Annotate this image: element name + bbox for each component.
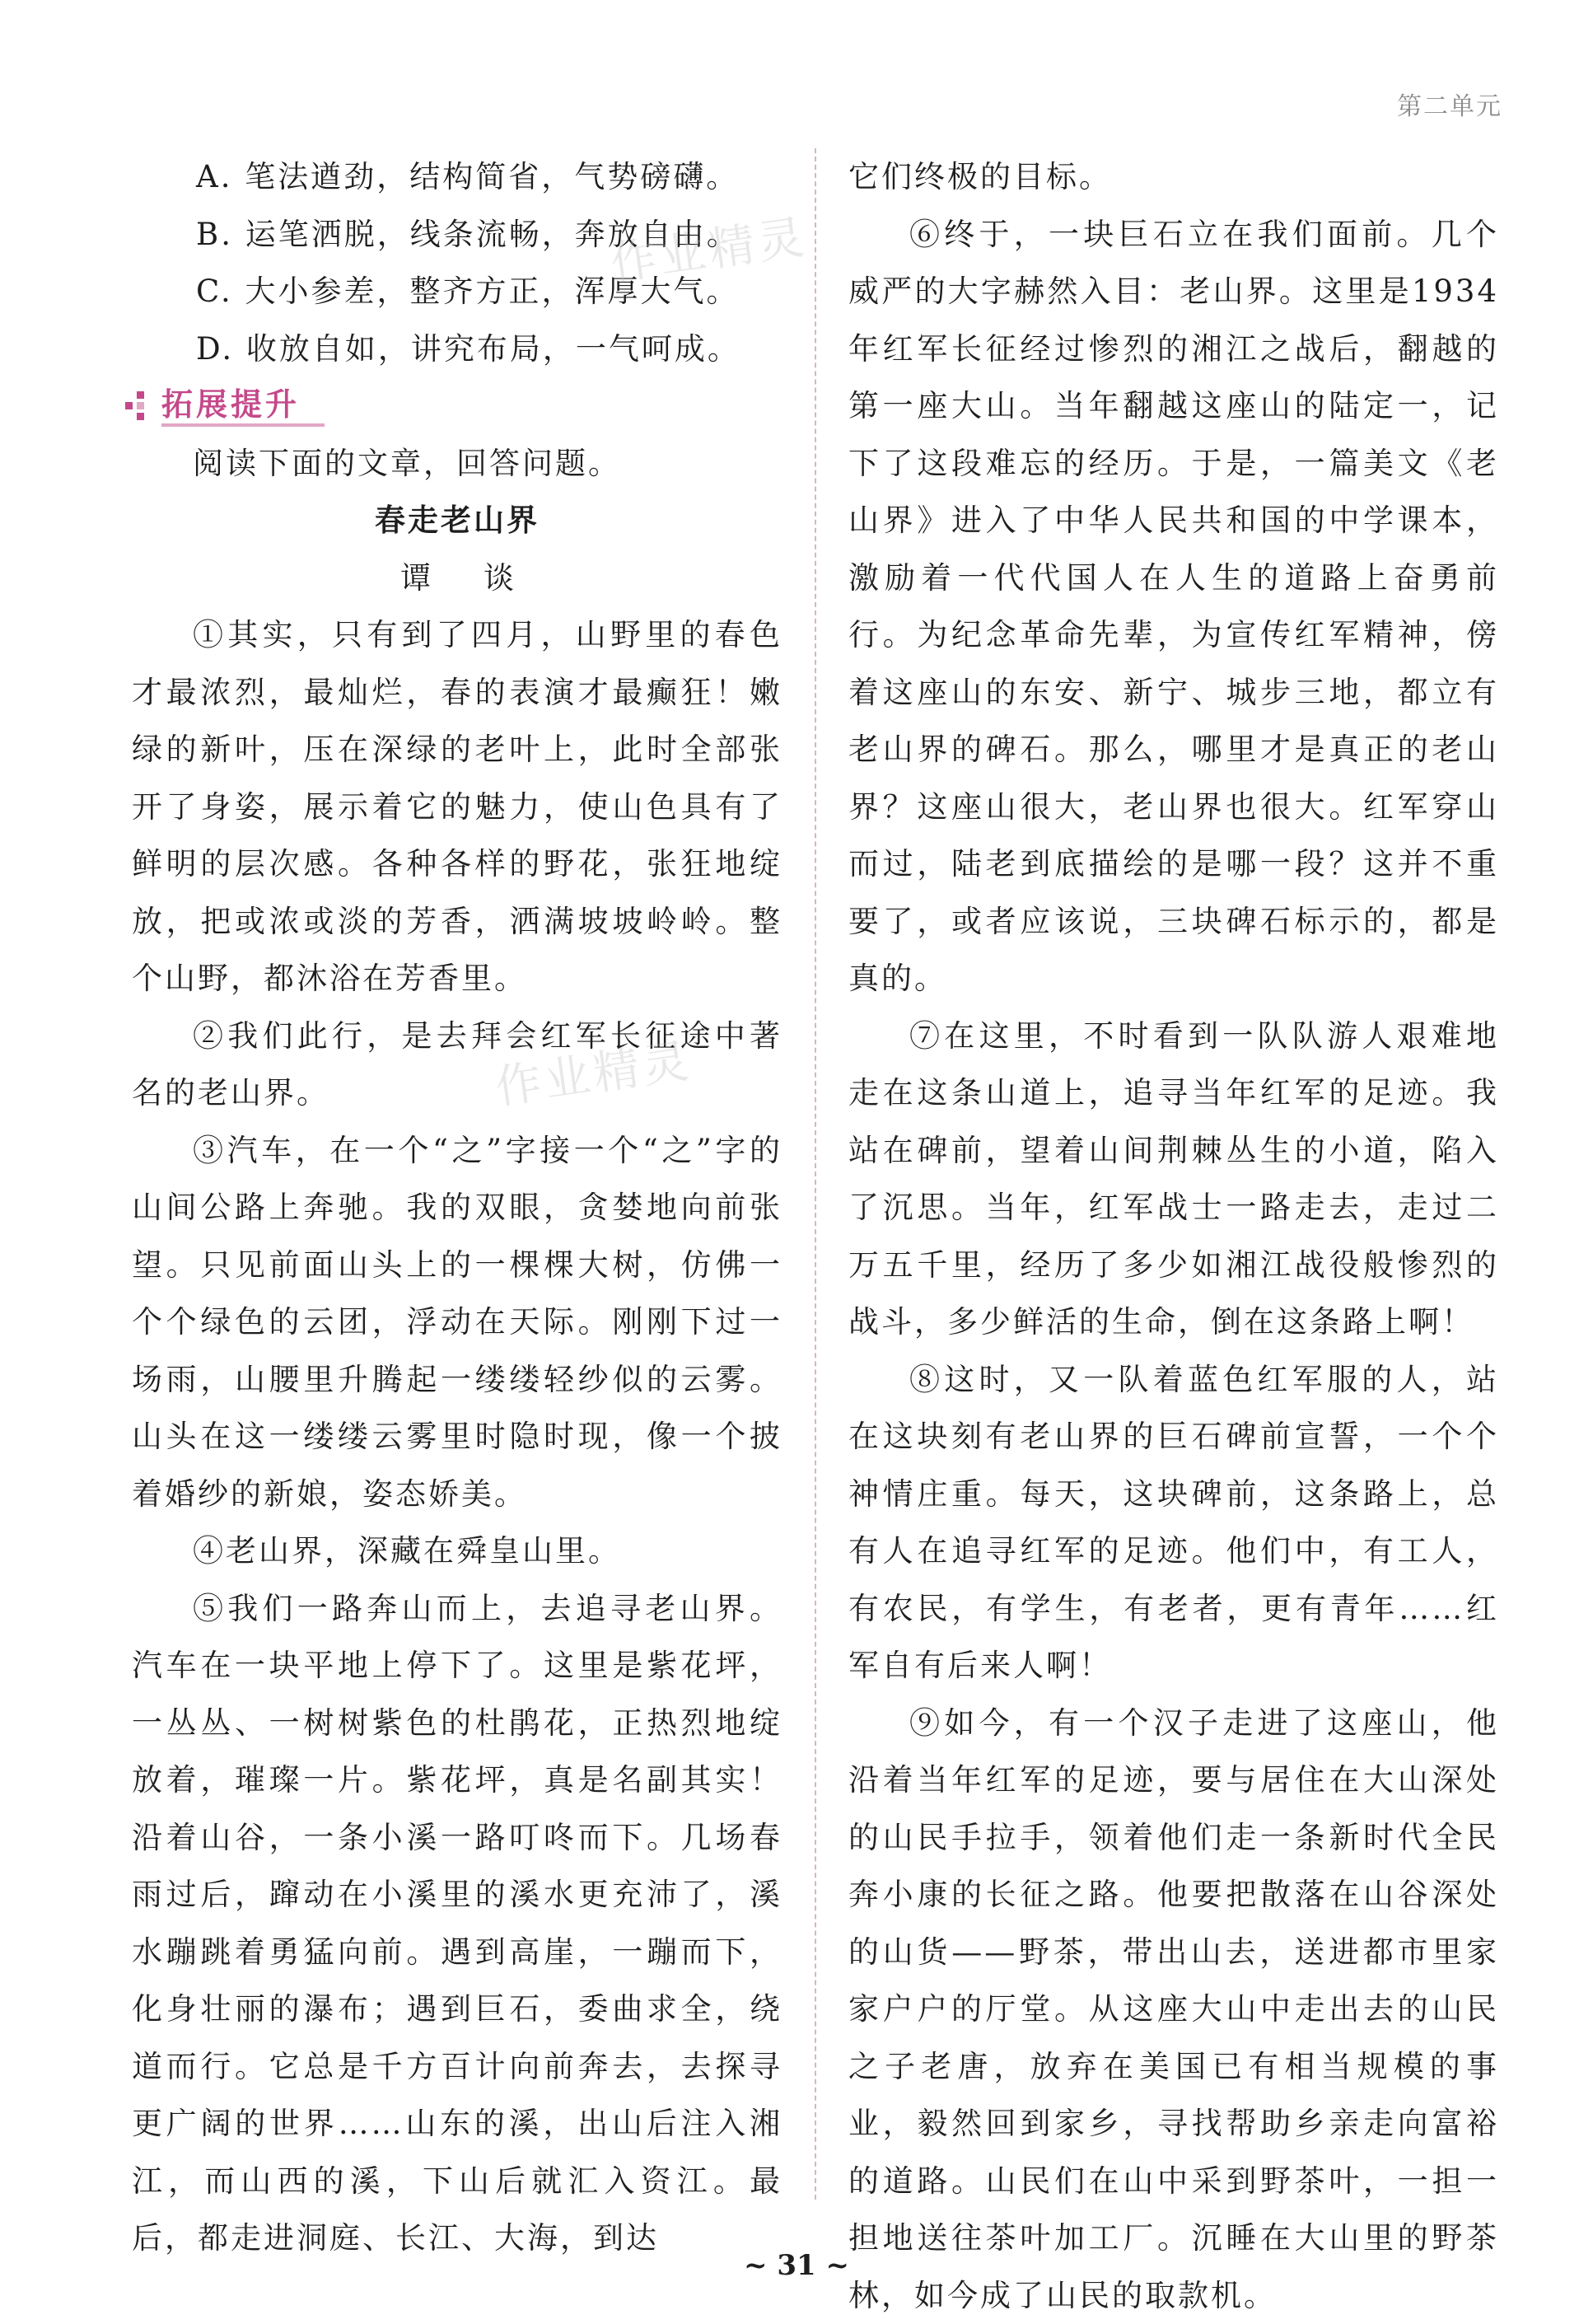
article-title: 春走老山界	[132, 492, 782, 549]
column-divider	[815, 148, 816, 2200]
section-title: 拓展提升	[161, 386, 325, 427]
paragraph-5: ⑤我们一路奔山而上，去追寻老山界。汽车在一块平地上停下了。这里是紫花坪，一丛丛、一树树紫色的杜鹃花，正热烈地绽放着，璀璨一片。紫花坪，真是名副其实！沿着山谷，一条小溪一路叮咚而下。几场春雨过后，蹿动在小溪里的溪水更充沛了，溪水蹦跳着勇猛向前。遇到高崖，一蹦而下，化身壮丽的瀑布；遇到巨石，委曲求全，绕道而行。它总是千方百计向前奔去，去探寻更广阔的世界……山东的溪，出山后注入湘江，而山西的溪，下山后就汇入资江。最后，都走进洞庭、长江、大海，到达	[132, 1580, 782, 2267]
decoration-dots-icon	[125, 390, 155, 423]
page-number: ~ 31 ~	[0, 2249, 1593, 2282]
option-b: B. 运笔洒脱，线条流畅，奔放自由。	[132, 206, 782, 264]
paragraph-5-continuation: 它们终极的目标。	[848, 148, 1499, 206]
section-header	[125, 377, 782, 435]
paragraph-2: ②我们此行，是去拜会红军长征途中著名的老山界。	[132, 1008, 782, 1122]
left-column	[132, 148, 782, 2267]
right-column	[848, 148, 1499, 2324]
paragraph-3: ③汽车，在一个“之”字接一个“之”字的山间公路上奔驰。我的双眼，贪婪地向前张望。只见前面山头上的一棵棵大树，仿佛一个个绿色的云团，浮动在天际。刚刚下过一场雨，山腰里升腾起一缕缕轻纱似的云雾。山头在这一缕缕云雾里时隐时现，像一个披着婚纱的新娘，姿态娇美。	[132, 1122, 782, 1523]
paragraph-7: ⑦在这里，不时看到一队队游人艰难地走在这条山道上，追寻当年红军的足迹。我站在碑前，望着山间荆棘丛生的小道，陷入了沉思。当年，红军战士一路走去，走过二万五千里，经历了多少如湘江战役般惨烈的战斗，多少鲜活的生命，倒在这条路上啊！	[848, 1008, 1499, 1351]
paragraph-6: ⑥终于，一块巨石立在我们面前。几个威严的大字赫然入目：老山界。这里是1934年红军长征经过惨烈的湘江之战后，翻越的第一座大山。当年翻越这座山的陆定一，记下了这段难忘的经历。于是，一篇美文《老山界》进入了中华人民共和国的中学课本，激励着一代代国人在人生的道路上奋勇前行。为纪念革命先辈，为宣传红军精神，傍着这座山的东安、新宁、城步三地，都立有老山界的碑石。那么，哪里才是真正的老山界？这座山很大，老山界也很大。红军穿山而过，陆老到底描绘的是哪一段？这并不重要了，或者应该说，三块碑石标示的，都是真的。	[848, 206, 1499, 1008]
paragraph-4: ④老山界，深藏在舜皇山里。	[132, 1522, 782, 1580]
instruction: 阅读下面的文章，回答问题。	[132, 435, 782, 493]
paragraph-8: ⑧这时，又一队着蓝色红军服的人，站在这块刻有老山界的巨石碑前宣誓，一个个神情庄重。每天，这块碑前，这条路上，总有人在追寻红军的足迹。他们中，有工人，有农民，有学生，有老者，更有青年……红军自有后来人啊！	[848, 1351, 1499, 1695]
option-d: D. 收放自如，讲究布局，一气呵成。	[132, 320, 782, 378]
paragraph-1: ①其实，只有到了四月，山野里的春色才最浓烈，最灿烂，春的表演才最癫狂！嫩绿的新叶，压在深绿的老叶上，此时全部张开了身姿，展示着它的魅力，使山色具有了鲜明的层次感。各种各样的野花，张狂地绽放，把或浓或淡的芳香，洒满坡坡岭岭。整个山野，都沐浴在芳香里。	[132, 606, 782, 1008]
paragraph-9: ⑨如今，有一个汉子走进了这座山，他沿着当年红军的足迹，要与居住在大山深处的山民手拉手，领着他们走一条新时代全民奔小康的长征之路。他要把散落在山谷深处的山货——野茶，带出山去，送进都市里家家户户的厅堂。从这座大山中走出去的山民之子老唐，放弃在美国已有相当规模的事业，毅然回到家乡，寻找帮助乡亲走向富裕的道路。山民们在山中采到野茶叶，一担一担地送往茶叶加工厂。沉睡在大山里的野茶林，如今成了山民的取款机。	[848, 1695, 1499, 2324]
unit-label: 第二单元	[1397, 86, 1502, 122]
watermark: 作业精灵	[491, 1025, 696, 1118]
option-a: A. 笔法遒劲，结构简省，气势磅礴。	[132, 148, 782, 206]
option-c: C. 大小参差，整齐方正，浑厚大气。	[132, 263, 782, 320]
article-author: 谭 谈	[132, 549, 782, 607]
watermark: 作业精灵	[606, 201, 811, 294]
